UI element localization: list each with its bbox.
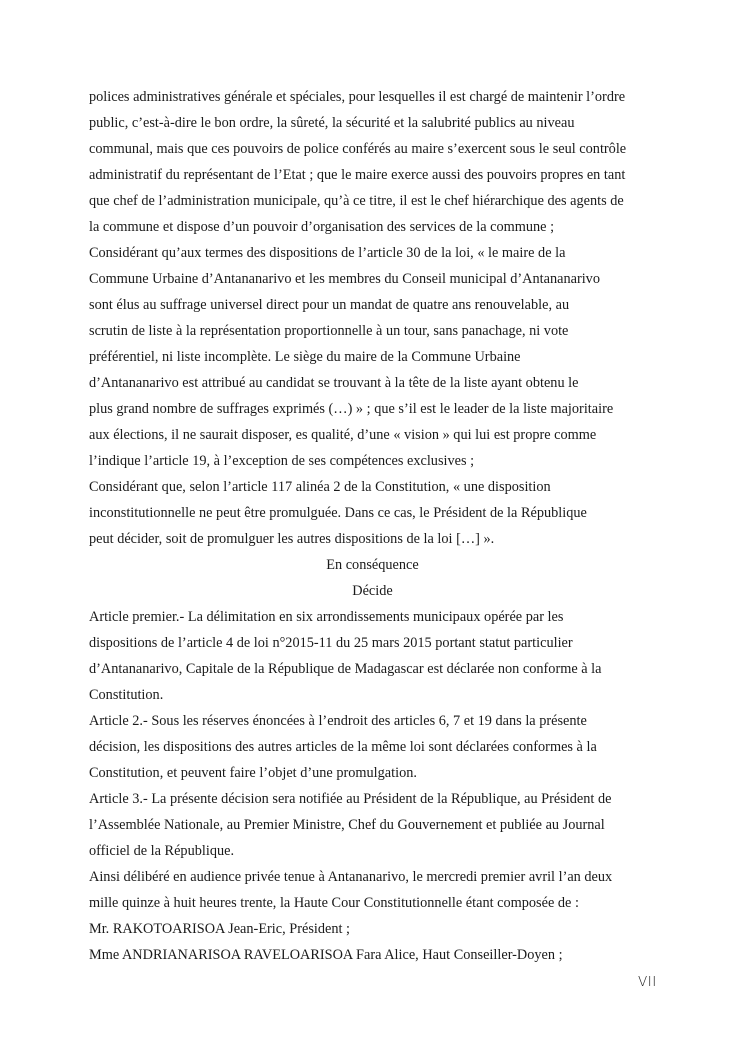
text-line: Considérant que, selon l’article 117 alinéa 2 de la Constitution, « une disposition (89, 479, 551, 495)
text-line: aux élections, il ne saurait disposer, es qualité, d’une « vision » qui lui est propre comme (89, 427, 597, 443)
section-heading-decide: Décide (352, 583, 393, 599)
text-line: Mr. RAKOTOARISOA Jean-Eric, Président ; (89, 921, 351, 937)
text-line: décision, les dispositions des autres articles de la même loi sont déclarées conformes à la (89, 739, 597, 755)
text-line: officiel de la République. (89, 843, 235, 859)
text-line: Constitution. (89, 687, 164, 703)
text-line: plus grand nombre de suffrages exprimés (…) » ; que s’il est le leader de la liste majoritaire (89, 401, 614, 417)
text-line: scrutin de liste à la représentation proportionnelle à un tour, sans panachage, ni vote (89, 323, 569, 339)
text-line: la commune et dispose d’un pouvoir d’organisation des services de la commune ; (89, 219, 555, 235)
text-line: d’Antananarivo est attribué au candidat se trouvant à la tête de la liste ayant obtenu le (89, 375, 579, 391)
text-line: mille quinze à huit heures trente, la Haute Cour Constitutionnelle étant composée de : (89, 895, 579, 911)
text-line: Article premier.- La délimitation en six arrondissements municipaux opérée par les (89, 609, 564, 625)
text-line: préférentiel, ni liste incomplète. Le siège du maire de la Commune Urbaine (89, 349, 521, 365)
text-line: Ainsi délibéré en audience privée tenue à Antananarivo, le mercredi premier avril l’an deux (89, 869, 613, 885)
text-line: Article 3.- La présente décision sera notifiée au Président de la République, au Président de (89, 791, 612, 807)
text-line: public, c’est-à-dire le bon ordre, la sûreté, la sécurité et la salubrité publics au niveau (89, 115, 575, 131)
text-line: Considérant qu’aux termes des dispositions de l’article 30 de la loi, « le maire de la (89, 245, 566, 261)
text-line: administratif du représentant de l’Etat ; que le maire exerce aussi des pouvoirs propres en tant (89, 167, 626, 183)
text-line: Commune Urbaine d’Antananarivo et les membres du Conseil municipal d’Antananarivo (89, 271, 600, 287)
text-line: communal, mais que ces pouvoirs de police conférés au maire s’exercent sous le seul contrôle (89, 141, 627, 157)
text-line: que chef de l’administration municipale, qu’à ce titre, il est le chef hiérarchique des agents de (89, 193, 624, 209)
page-number: VII (638, 974, 657, 990)
text-line: Article 2.- Sous les réserves énoncées à l’endroit des articles 6, 7 et 19 dans la présente (89, 713, 587, 729)
section-heading-consequence: En conséquence (326, 557, 419, 573)
text-line: inconstitutionnelle ne peut être promulguée. Dans ce cas, le Président de la République (89, 505, 587, 521)
text-line: d’Antananarivo, Capitale de la République de Madagascar est déclarée non conforme à la (89, 661, 602, 677)
text-line: l’Assemblée Nationale, au Premier Ministre, Chef du Gouvernement et publiée au Journal (89, 817, 605, 833)
text-line: peut décider, soit de promulguer les autres dispositions de la loi […] ». (89, 531, 495, 547)
text-line: sont élus au suffrage universel direct pour un mandat de quatre ans renouvelable, au (89, 297, 570, 313)
text-line: l’indique l’article 19, à l’exception de ses compétences exclusives ; (89, 453, 475, 469)
text-line: dispositions de l’article 4 de loi n°2015-11 du 25 mars 2015 portant statut particulier (89, 635, 573, 651)
text-line: Constitution, et peuvent faire l’objet d’une promulgation. (89, 765, 417, 781)
text-line: Mme ANDRIANARISOA RAVELOARISOA Fara Alice, Haut Conseiller-Doyen ; (89, 947, 563, 963)
text-line: polices administratives générale et spéciales, pour lesquelles il est chargé de maintenir l’ordre (89, 89, 626, 105)
